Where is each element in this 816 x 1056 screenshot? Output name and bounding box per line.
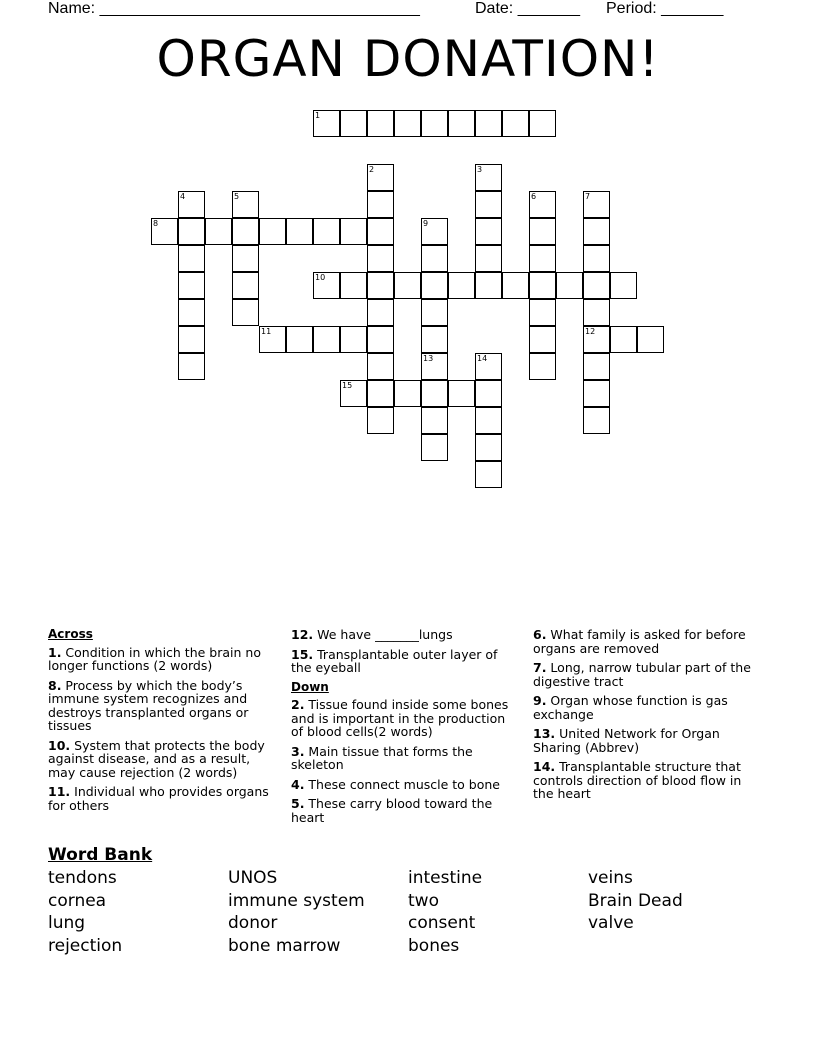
name-field[interactable]: Name: ____________________________________ — [48, 0, 420, 17]
clues-column-1 — [48, 628, 276, 818]
clue-number-label: 15 — [342, 381, 353, 390]
crossword-cell[interactable] — [529, 218, 556, 245]
word-bank-item: Brain Dead — [588, 891, 683, 911]
crossword-cell[interactable] — [367, 191, 394, 218]
clue-down-4: 4. These connect muscle to bone — [291, 776, 500, 792]
clue-number-label: 3 — [477, 165, 483, 174]
crossword-cell[interactable] — [367, 299, 394, 326]
clue-number-label: 7 — [585, 192, 591, 201]
date-field[interactable]: Date: _______ — [475, 0, 580, 17]
word-bank-item: intestine — [408, 868, 483, 888]
word-bank-item: tendons — [48, 868, 117, 888]
word-bank-item: lung — [48, 913, 86, 933]
crossword-cell[interactable] — [637, 326, 664, 353]
crossword-cell[interactable] — [367, 380, 394, 407]
clue-number-label: 4 — [180, 192, 186, 201]
crossword-cell[interactable] — [178, 326, 205, 353]
clue-across-15: 15. Transplantable outer layer of the eyeball — [291, 646, 498, 675]
word-bank-item: cornea — [48, 891, 107, 911]
clue-down-5: 5. These carry blood toward the heart — [291, 796, 493, 825]
clue-across-12: 12. We have _______lungs — [291, 627, 453, 642]
word-bank-item: bone marrow — [228, 936, 341, 956]
crossword-cell[interactable] — [583, 380, 610, 407]
word-bank-item: rejection — [48, 936, 123, 956]
word-bank-item: UNOS — [228, 868, 278, 888]
crossword-cell[interactable] — [583, 245, 610, 272]
crossword-cell[interactable] — [583, 353, 610, 380]
crossword-cell[interactable] — [475, 245, 502, 272]
crossword-cell[interactable] — [232, 245, 259, 272]
clue-across-1: 1. Condition in which the brain no longer functions (2 words) — [48, 644, 261, 673]
crossword-cell[interactable] — [394, 110, 421, 137]
clue-number-label: 5 — [234, 192, 240, 201]
crossword-cell[interactable] — [232, 299, 259, 326]
crossword-cell[interactable] — [232, 272, 259, 299]
clue-down-9: 9. Organ whose function is gas exchange — [533, 693, 728, 722]
clue-number-label: 12 — [585, 327, 596, 336]
crossword-cell[interactable] — [178, 218, 205, 245]
clue-number-label: 14 — [477, 354, 488, 363]
crossword-cell[interactable] — [583, 299, 610, 326]
clue-down-3: 3. Main tissue that forms the skeleton — [291, 743, 473, 772]
word-bank-heading: Word Bank — [48, 845, 153, 865]
clue-number-label: 11 — [261, 327, 272, 336]
crossword-cell[interactable] — [529, 245, 556, 272]
crossword-cell[interactable] — [367, 272, 394, 299]
crossword-cell[interactable] — [475, 434, 502, 461]
crossword-cell[interactable] — [529, 272, 556, 299]
clue-number-label: 13 — [423, 354, 434, 363]
word-bank-item: consent — [408, 913, 476, 933]
word-bank-item: veins — [588, 868, 633, 888]
crossword-cell[interactable] — [421, 407, 448, 434]
crossword-cell[interactable] — [475, 191, 502, 218]
clues-column-3 — [533, 628, 763, 807]
clue-down-7: 7. Long, narrow tubular part of the digestive tract — [533, 660, 751, 689]
crossword-cell[interactable] — [421, 299, 448, 326]
crossword-cell[interactable] — [367, 110, 394, 137]
crossword-cell[interactable] — [502, 272, 529, 299]
crossword-cell[interactable] — [529, 110, 556, 137]
crossword-cell[interactable] — [475, 110, 502, 137]
crossword-cell[interactable] — [556, 272, 583, 299]
word-bank-item: donor — [228, 913, 278, 933]
crossword-cell[interactable] — [340, 272, 367, 299]
crossword-cell[interactable] — [583, 272, 610, 299]
word-bank-item: valve — [588, 913, 634, 933]
crossword-cell[interactable] — [421, 380, 448, 407]
crossword-cell[interactable] — [583, 218, 610, 245]
crossword-cell[interactable] — [259, 218, 286, 245]
clue-down-13: 13. United Network for Organ Sharing (Abbrev) — [533, 726, 720, 755]
crossword-cell[interactable] — [421, 272, 448, 299]
crossword-cell[interactable] — [475, 407, 502, 434]
crossword-cell[interactable] — [529, 353, 556, 380]
crossword-cell[interactable] — [448, 110, 475, 137]
clue-number-label: 9 — [423, 219, 429, 228]
crossword-cell[interactable] — [232, 218, 259, 245]
crossword-cell[interactable] — [367, 326, 394, 353]
crossword-cell[interactable] — [367, 218, 394, 245]
crossword-cell[interactable] — [394, 380, 421, 407]
crossword-cell[interactable] — [421, 110, 448, 137]
down-heading: Down — [291, 679, 329, 694]
crossword-cell[interactable] — [475, 272, 502, 299]
clue-across-11: 11. Individual who provides organs for others — [48, 784, 269, 813]
crossword-cell[interactable] — [367, 407, 394, 434]
clue-number-label: 10 — [315, 273, 326, 282]
clue-number-label: 8 — [153, 219, 159, 228]
crossword-cell[interactable] — [421, 326, 448, 353]
period-field[interactable]: Period: _______ — [606, 0, 724, 17]
clue-down-2: 2. Tissue found inside some bones and is important in the production of blood cells(2 words) — [291, 697, 509, 739]
crossword-cell[interactable] — [178, 272, 205, 299]
clue-down-14: 14. Transplantable structure that controls direction of blood flow in the heart — [533, 759, 742, 801]
crossword-cell[interactable] — [394, 272, 421, 299]
crossword-cell[interactable] — [610, 326, 637, 353]
crossword-cell[interactable] — [367, 353, 394, 380]
clue-number-label: 6 — [531, 192, 537, 201]
crossword-cell[interactable] — [448, 272, 475, 299]
crossword-cell[interactable] — [367, 245, 394, 272]
crossword-cell[interactable] — [313, 218, 340, 245]
crossword-cell[interactable] — [313, 326, 340, 353]
crossword-cell[interactable] — [286, 218, 313, 245]
crossword-cell[interactable] — [340, 326, 367, 353]
crossword-cell[interactable] — [475, 380, 502, 407]
crossword-cell[interactable] — [529, 299, 556, 326]
crossword-cell[interactable] — [583, 407, 610, 434]
crossword-cell[interactable] — [475, 218, 502, 245]
crossword-cell[interactable] — [340, 218, 367, 245]
word-bank-item: immune system — [228, 891, 365, 911]
crossword-cell[interactable] — [475, 461, 502, 488]
crossword-cell[interactable] — [529, 326, 556, 353]
across-heading: Across — [48, 627, 93, 641]
crossword-cell[interactable] — [286, 326, 313, 353]
clue-across-10: 10. System that protects the body against disease, and as a result, may cause rejection (2 words) — [48, 737, 265, 780]
crossword-cell[interactable] — [610, 272, 637, 299]
crossword-cell[interactable] — [340, 110, 367, 137]
puzzle-title: ORGAN DONATION! — [156, 30, 660, 88]
crossword-cell[interactable] — [178, 299, 205, 326]
crossword-cell[interactable] — [178, 353, 205, 380]
clue-down-6: 6. What family is asked for before organs are removed — [533, 627, 746, 656]
word-bank-item: bones — [408, 936, 460, 956]
clues-column-2 — [291, 628, 519, 830]
clue-across-8: 8. Process by which the body’s immune system recognizes and destroys transplanted organs or tissues — [48, 677, 249, 733]
crossword-cell[interactable] — [205, 218, 232, 245]
crossword-cell[interactable] — [421, 434, 448, 461]
clue-number-label: 2 — [369, 165, 375, 174]
crossword-cell[interactable] — [178, 245, 205, 272]
crossword-cell[interactable] — [421, 245, 448, 272]
clue-number-label: 1 — [315, 111, 321, 120]
word-bank-item: two — [408, 891, 439, 911]
crossword-cell[interactable] — [502, 110, 529, 137]
crossword-cell[interactable] — [448, 380, 475, 407]
student-info-header — [0, 0, 816, 22]
